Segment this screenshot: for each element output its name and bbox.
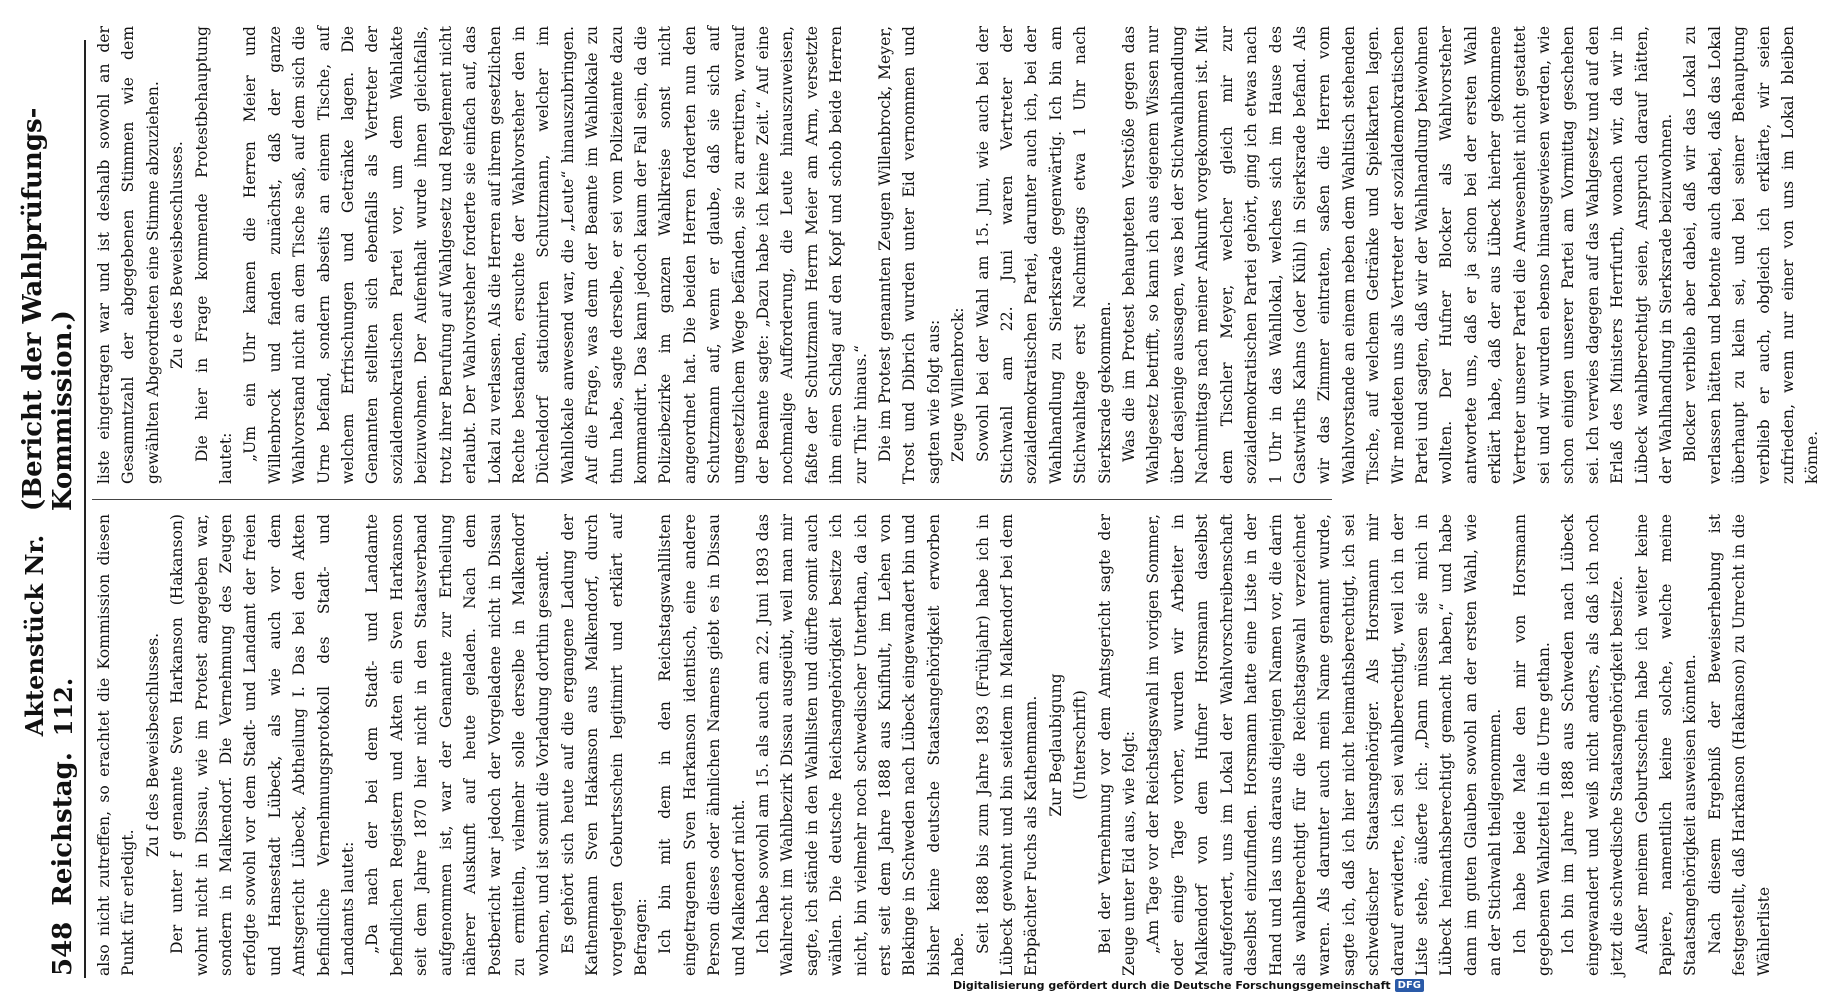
paragraph: Die hier in Frage kommende Protestbehauptung lautet: bbox=[192, 26, 236, 484]
paragraph: Zu f des Beweisbeschlusses. bbox=[143, 632, 162, 858]
dfg-logo: DFG bbox=[1395, 979, 1424, 992]
paragraph: (Unterschrift) bbox=[1071, 690, 1090, 800]
paragraph: Außer meinem Geburtsschein habe ich weiter keine Papiere, namentlich keine solche, welche meine Staatsangehörigkeit ausweisen könnten. bbox=[1632, 514, 1700, 976]
paragraph: „Am Tage vor der Reichstagswahl im vorigen Sommer, oder einige Tage vorher, wurden wir Arbeiter in Malkendorf von dem Hufner Horsmann daselbst aufgefordert, uns im Lokal der Wahlvorschreibenschaft daselbst einzufinden. Horsmann hatte eine Liste in der Hand und las uns daraus diejenigen Namen vor, die darin als wahlberechtigt für die Reichstagswahl verzeichnet waren. Als darunter auch mein Name genannt wurde, sagte ich, daß ich hier nicht heimathsberechtigt, ich sei schwedischer Staatsangehöriger. Als Horsmann mir darauf erwiderte, ich sei wahlberechtigt, weil ich in der Liste stehe, äußerte ich: „Dann müssen sie mich in Lübeck heimathsberechtigt gemacht haben,“ und habe dann im guten Glauben sowohl an der ersten Wahl, wie an der Stichwahl theilgenommen. bbox=[1144, 514, 1505, 976]
header-rule bbox=[84, 40, 86, 978]
paragraph: Sowohl bei der Wahl am 15. Juni, wie auch bei der Stichwahl am 22. Juni waren Vertreter der sozialdemokratischen Partei, darunter auch ich, bei der Wahlhandlung zu Sierksrade gegenwärtig. Ich bin am Stichwahltage erst Nachmittags etwa 1 Uhr nach Sierksrade gekommen. bbox=[973, 26, 1114, 484]
paragraph: Blocker verblieb aber dabei, daß wir das Lokal zu verlassen hätten und betonte auch dabei, daß das Lokal überhaupt zu klein sei, und bei seiner Behauptung verblieb er auch, obgleich ich erklärte, wir seien zufrieden, wenn nur einer von uns im Lokal bleiben könne. bbox=[1681, 26, 1822, 484]
header-left-title: Reichstag. bbox=[48, 752, 78, 906]
paragraph: Ich habe sowohl am 15. als auch am 22. Juni 1893 das Wahlrecht im Wahlbezirk Dissau ausgeübt, weil man mir sagte, ich stände in den Wahllisten und dürfte somit auch wählen. Die deutsche Reichsangehörigkeit besitze ich nicht, bin vielmehr noch schwedischer Unterthan, da ich erst seit dem Jahre 1888 aus Knifhult, im Lehen von Blekinge in Schweden nach Lübeck eingewandert bin und bisher keine deutsche Staatsangehörigkeit erworben habe. bbox=[753, 514, 968, 976]
column-divider bbox=[92, 499, 1332, 500]
paragraph: Ich bin im Jahre 1888 aus Schweden nach Lübeck eingewandert und weiß nicht anders, als daß ich noch jetzt die schwedische Staatsangehörigkeit besitze. bbox=[1559, 514, 1627, 976]
paragraph: Zeuge Willenbrock: bbox=[949, 307, 968, 462]
paragraph: „Um ein Uhr kamen die Herren Meier und Willenbrock und fanden zunächst, daß der ganze Wahlvorstand nicht an dem Tische saß, auf dem sich die Urne befand, sondern abseits an einem Tische, auf welchem Erfrischungen und Getränke lagen. Die Genannten stellten sich ebenfalls als Vertreter der sozialdemokratischen Partei vor, um dem Wahlakte beizuwohnen. Der Aufenthalt wurde ihnen gleichfalls, trotz ihrer Berufung auf Wahlgesetz und Reglement nicht erlaubt. Der Wahlvorsteher forderte sie einfach auf, das Lokal zu verlassen. Als die Herren auf ihrem gesetzlichen Rechte bestanden, ersuchte der Wahlvorsteher den in Dücheldorf stationirten Schutzmann, welcher im Wahllokale anwesend war, die „Leute“ hinauszubringen. Auf die Frage, was denn der Beamte im Wahllokale zu thun habe, sagte derselbe, er sei vom Polizeiamte dazu kommandirt. Das kann jedoch kaum der Fall sein, da die Polizeibezirke im ganzen Wahlkreise sonst nicht angeordnet hat. Die beiden Herren forderten nun den Schutzmann auf, wenn er glaube, daß sie sich auf ungesetzlichem Wege befänden, sie zu arretiren, worauf der Beamte sagte: „Dazu habe ich keine Zeit.“ Auf eine nochmalige Aufforderung, die Leute hinauszuweisen, faßte der Schutzmann Herrn Meier am Arm, versetzte ihm einen Schlag auf den Kopf und schob beide Herren zur Thür hinaus.“ bbox=[241, 26, 870, 484]
paragraph: Es gehört sich heute auf die ergangene Ladung der Kathenmann Sven Hakanson aus Malkendorf, durch vorgelegten Geburtsschein legitimirt und erklärt auf Befragen: bbox=[558, 514, 650, 976]
paragraph: Zu e des Beweisbeschlusses. bbox=[168, 141, 187, 369]
footer-text: Digitalisierung gefördert durch die Deutsche Forschungsgemeinschaft bbox=[952, 979, 1391, 992]
paragraph: Nach diesem Ergebniß der Beweiserhebung ist festgestellt, daß Harkanson (Hakanson) zu Unrecht in die Wählerliste bbox=[1705, 514, 1773, 976]
paragraph: „Da nach der bei dem Stadt- und Landamte befindlichen Registern und Akten ein Sven Harkanson seit dem Jahre 1870 hier nicht in den Staatsverband aufgenommen ist, war der Genannte zur Ertheilung näherer Auskunft auf heute geladen. Nach dem Postbericht war jedoch der Vorgeladene nicht in Dissau zu ermitteln, vielmehr solle derselbe in Malkendorf wohnen, und ist somit die Vorladung dorthin gesandt. bbox=[363, 514, 553, 976]
paragraph: Was die im Protest behaupteten Verstöße gegen das Wahlgesetz betrifft, so kann ich aus eigenem Wissen nur über dasjenige aussagen, was bei der Stichwahlhandlung Nachmittags nach meiner Ankunft vorgekommen ist. Mit dem Tischler Meyer, welcher gleich mir zur sozialdemokratischen Partei gehört, ging ich etwas nach 1 Uhr in das Wahllokal, welches sich im Hause des Gastwirths Kahns (oder Kühl) in Sierksrade befand. Als wir das Zimmer eintraten, saßen die Herren vom Wahlvorstande an einem neben dem Wahltisch stehenden Tische, auf welchem Getränke und Spielkarten lagen. Wir meldeten uns als Vertreter der sozialdemokratischen Partei und sagten, daß wir der Wahlhandlung beiwohnen wollten. Der Hufner Blocker als Wahlvorsteher antwortete uns, daß er ja schon bei der ersten Wahl erklärt habe, daß der aus Lübeck hierher gekommene Vertreter unserer Partei die Anwesenheit nicht gestattet sei und wir wurden ebenso hinausgewiesen werden, wie schon einigen unserer Partei am Vormittag geschehen sei. Ich verwies dagegen auf das Wahlgesetz und auf den Erlaß des Ministers Herrfurth, wonach wir, da wir in Lübeck wahlberechtigt seien, Anspruch darauf hätten, der Wahlhandlung in Sierksrade beizuwohnen. bbox=[1120, 26, 1675, 484]
digitization-footer bbox=[953, 979, 1424, 992]
header-right-title: (Bericht der Wahlprüfungs-Kommission.) bbox=[18, 107, 78, 512]
paragraph: Der unter f genannte Sven Harkanson (Hakanson) wohnt nicht in Dissau, wie im Protest angegeben war, sondern in Malkendorf. Die Vernehmung des Zeugen erfolgte sowohl vor dem Stadt- und Landamt der freien und Hansestadt Lübeck, als wie auch vor dem Amtsgericht Lübeck, Abtheilung I. Das bei den Akten befindliche Vernehmungsprotokoll des Stadt- und Landamts lautet: bbox=[168, 514, 358, 976]
paragraph: Ich habe beide Male den mir von Horsmann gegebenen Wahlzettel in die Urne gethan. bbox=[1510, 514, 1553, 976]
paragraph: Bei der Vernehmung vor dem Amtsgericht sagte der Zeuge unter Eid aus, wie folgt: bbox=[1095, 514, 1139, 976]
paragraph: Seit 1888 bis zum Jahre 1893 (Frühjahr) habe ich in Lübeck gewohnt und bin seitdem in Malkendorf bei dem Erbpächter Fuchs als Kathenmann. bbox=[973, 514, 1041, 976]
paragraph: Ich bin mit dem in den Reichstagswahllisten eingetragenen Sven Harkanson identisch, eine andere Person dieses oder ähnlichen Namens giebt es in Dissau und Malkendorf nicht. bbox=[656, 514, 748, 976]
right-column bbox=[92, 26, 1822, 484]
paragraph: liste eingetragen war und ist deshalb sowohl an der Gesammtzahl der abgegebenen Stimmen wie dem gewählten Abgeordneten eine Stimme abzuziehen. bbox=[95, 26, 162, 484]
paragraph: also nicht zutreffen, so erachtet die Kommission diesen Punkt für erledigt. bbox=[95, 514, 138, 976]
left-column bbox=[92, 514, 1773, 976]
header-center-title: Aktenstück Nr. 112. bbox=[20, 534, 78, 737]
paragraph: Zur Beglaubigung bbox=[1046, 673, 1065, 817]
page-number: 548 bbox=[48, 921, 78, 976]
page-header bbox=[18, 40, 78, 976]
paragraph: Die im Protest genannten Zeugen Willenbrock, Meyer, Trost und Dibrich wurden unter Eid vernommen und sagten wie folgt aus: bbox=[876, 26, 943, 484]
